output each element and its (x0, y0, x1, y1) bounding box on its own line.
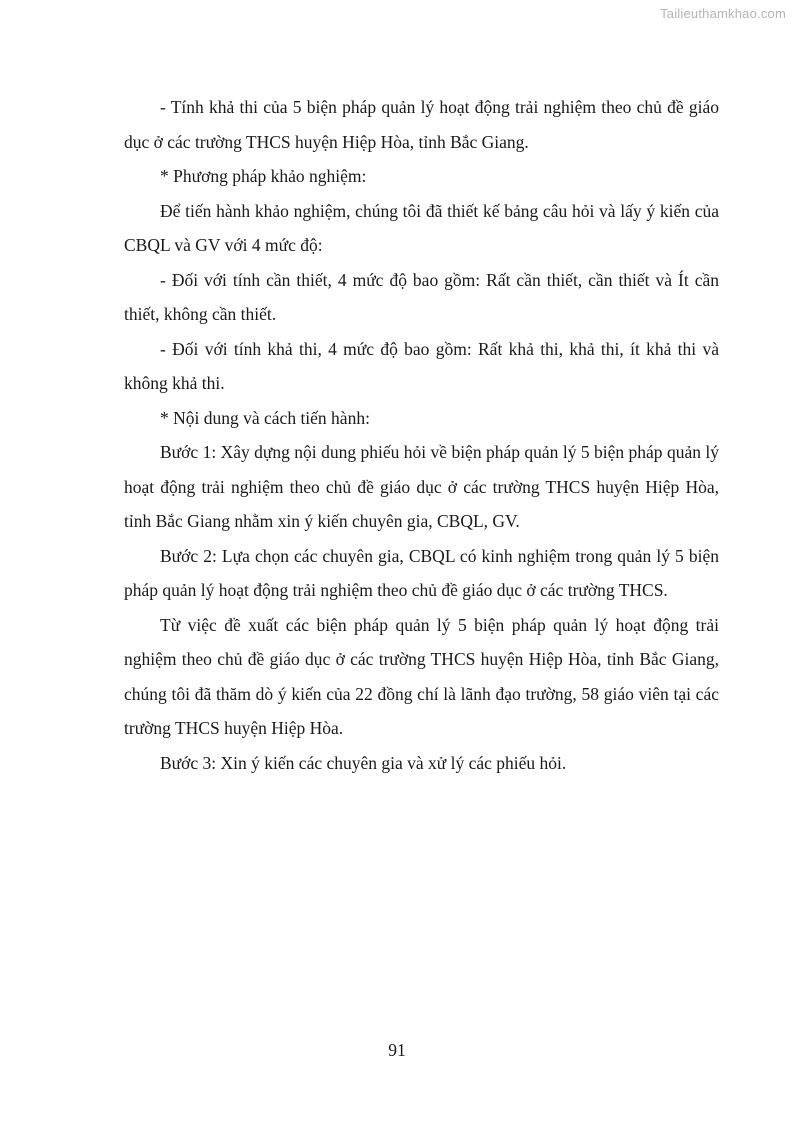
paragraph-step-1: Bước 1: Xây dựng nội dung phiếu hỏi về biện pháp quản lý 5 biện pháp quản lý hoạt động trải nghiệm theo chủ đề giáo dục ở các trường THCS huyện Hiệp Hòa, tỉnh Bắc Giang nhằm xin ý kiến chuyên gia, CBQL, GV. (124, 442, 719, 531)
paragraph-method-heading: * Phương pháp khảo nghiệm: (160, 166, 367, 186)
paragraph-feasibility-levels: - Đối với tính khả thi, 4 mức độ bao gồm: Rất khả thi, khả thi, ít khả thi và không khả thi. (124, 338, 719, 393)
document-body (124, 90, 719, 780)
paragraph-method-description: Để tiến hành khảo nghiệm, chúng tôi đã thiết kế bảng câu hỏi và lấy ý kiến của CBQL và GV với 4 mức độ: (124, 200, 719, 255)
paragraph-step-2: Bước 2: Lựa chọn các chuyên gia, CBQL có kinh nghiệm trong quản lý 5 biện pháp quản lý hoạt động trải nghiệm theo chủ đề giáo dục ở các trường THCS. (124, 545, 719, 600)
paragraph-survey: Từ việc đề xuất các biện pháp quản lý 5 biện pháp quản lý hoạt động trải nghiệm theo chủ đề giáo dục ở các trường THCS huyện Hiệp Hòa, tỉnh Bắc Giang, chúng tôi đã thăm dò ý kiến của 22 đồng chí là lãnh đạo trường, 58 giáo viên tại các trường THCS huyện Hiệp Hòa. (124, 614, 719, 738)
watermark: Tailieuthamkhao.com (660, 6, 786, 21)
paragraph-content-heading: * Nội dung và cách tiến hành: (160, 407, 370, 428)
paragraph-feasibility: - Tính khả thi của 5 biện pháp quản lý hoạt động trải nghiệm theo chủ đề giáo dục ở các trường THCS huyện Hiệp Hòa, tỉnh Bắc Giang. (124, 97, 719, 152)
page-number: 91 (388, 1040, 406, 1060)
paragraph-step-3: Bước 3: Xin ý kiến các chuyên gia và xử lý các phiếu hỏi. (160, 752, 567, 773)
paragraph-necessity-levels: - Đối với tính cần thiết, 4 mức độ bao gồm: Rất cần thiết, cần thiết và Ít cần thiết, không cần thiết. (124, 269, 719, 324)
